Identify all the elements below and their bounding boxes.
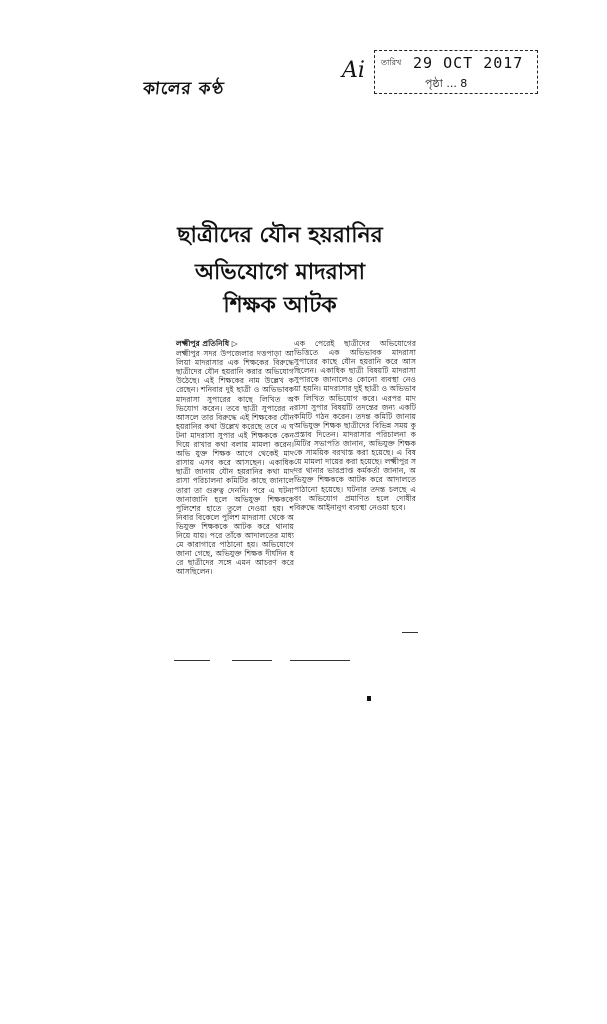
stamp-date: 29 OCT 2017 [413, 54, 524, 72]
bottom-rule-right [290, 660, 350, 661]
stamp-page: পৃষ্ঠা ... 8 [425, 77, 468, 90]
bottom-rule-mid [232, 660, 272, 661]
headline-line-2: অভিযোগে মাদরাসা [194, 260, 366, 285]
headline-line-3: শিক্ষক আটক [223, 293, 337, 318]
handwritten-initials: Ai [342, 58, 365, 83]
article-column-2 [294, 339, 416, 512]
byline: লক্ষ্মীপুর প্রতিনিধি ▷ [176, 339, 238, 348]
bottom-rule-left [174, 660, 210, 661]
column-end-rule [402, 632, 418, 633]
article-column-1 [176, 339, 294, 576]
scan-speck [367, 696, 371, 701]
column-2-text: এক পেরেই ছাত্রীদের অভিযোগের ভিত্তিতে এক অভিভাবক মাদরাসা সুপারের কাছে যৌন হয়রানি করে আসছিলেন। একাধিক ছাত্রী বিষয়টি মাদরাসা সুপারকে জানালেও কোনো ব্যবস্থা নেওয়া হয়নি। মাদরাসার দুই ছাত্রী ও অভিভাবক লিখিত অভিযোগ করে। এরপর মাদরাসা সুপার বিষয়টি তদন্তের জন্য একটি কমিটি গঠন করেন। তদন্ত কমিটি জানায় অভিযুক্ত শিক্ষক ছাত্রীদের বিভিন্ন সময় কু প্রস্তাব দিতেন। মাদরাসার পরিচালনা কমিটির সভাপতি জানান, অভিযুক্ত শিক্ষককে সাময়িক বরখাস্ত করা হয়েছে। এ বিষয়ে মামলা দায়ের করা হয়েছে। লক্ষ্মীপুর সদর থানার ভারপ্রাপ্ত কর্মকর্তা জানান, অভিযুক্ত শিক্ষককে আটক করে আদালতে পাঠানো হয়েছে। ঘটনার তদন্ত চলছে এবং অভিযোগ প্রমাণিত হলে দোষীর বিরুদ্ধে আইনানুগ ব্যবস্থা নেওয়া হবে। [294, 339, 416, 512]
column-1-text: লক্ষ্মীপুর সদর উপজেলার দত্তপাড়া আলিয়া মাদরাসার এক শিক্ষকের বিরুদ্ধে ছাত্রীদের যৌন হয়রানি করার অভিযোগ উঠেছে। এই শিক্ষকের নাম উল্লেখ করেছেন। শনিবার দুই ছাত্রী ও অভিভাবক মাদরাসা সুপারের কাছে লিখিত অভিযোগ করেন। তবে ছাত্রী সুপারের ন আসলে তার বিরুদ্ধে এই শিক্ষকের যৌন হয়রানির কথা উল্লেখ করেছে তবে এ ঘটনা মাদরাসা সুপার এই শিক্ষককে কেন দিয়ে রাখার কথা বলায় মামলা করেন। অভি যুক্ত শিক্ষক আগে থেকেই মাদরাসায় এসব করে আসছেন। একাধিক ছাত্রী জানায় যৌন হয়রানির কথা মাদরাসা পরিচালনা কমিটির কাছে জানালে তারা তা গুরুত্ব দেননি। পরে এ ঘটনা জানাজানি হলে অভিযুক্ত শিক্ষককে পুলিশের হাতে তুলে দেওয়া হয়। শনিবার বিকেলে পুলিশ মাদরাসা থেকে অভিযুক্ত শিক্ষককে আটক করে থানায় নিয়ে যায়। পরে তাঁকে আদালতের মাধ্যমে কারাগারে পাঠানো হয়। অভিযোগে জানা গেছে, অভিযুক্ত শিক্ষক দীর্ঘদিন ধরে ছাত্রীদের সঙ্গে এমন আচরণ করে আসছিলেন। [176, 349, 294, 577]
stamp-label: তারিখ [381, 58, 402, 67]
masthead-logo: কালের কণ্ঠ [142, 79, 226, 99]
date-stamp [374, 50, 538, 94]
headline-line-1: ছাত্রীদের যৌন হয়রানির [177, 223, 383, 248]
